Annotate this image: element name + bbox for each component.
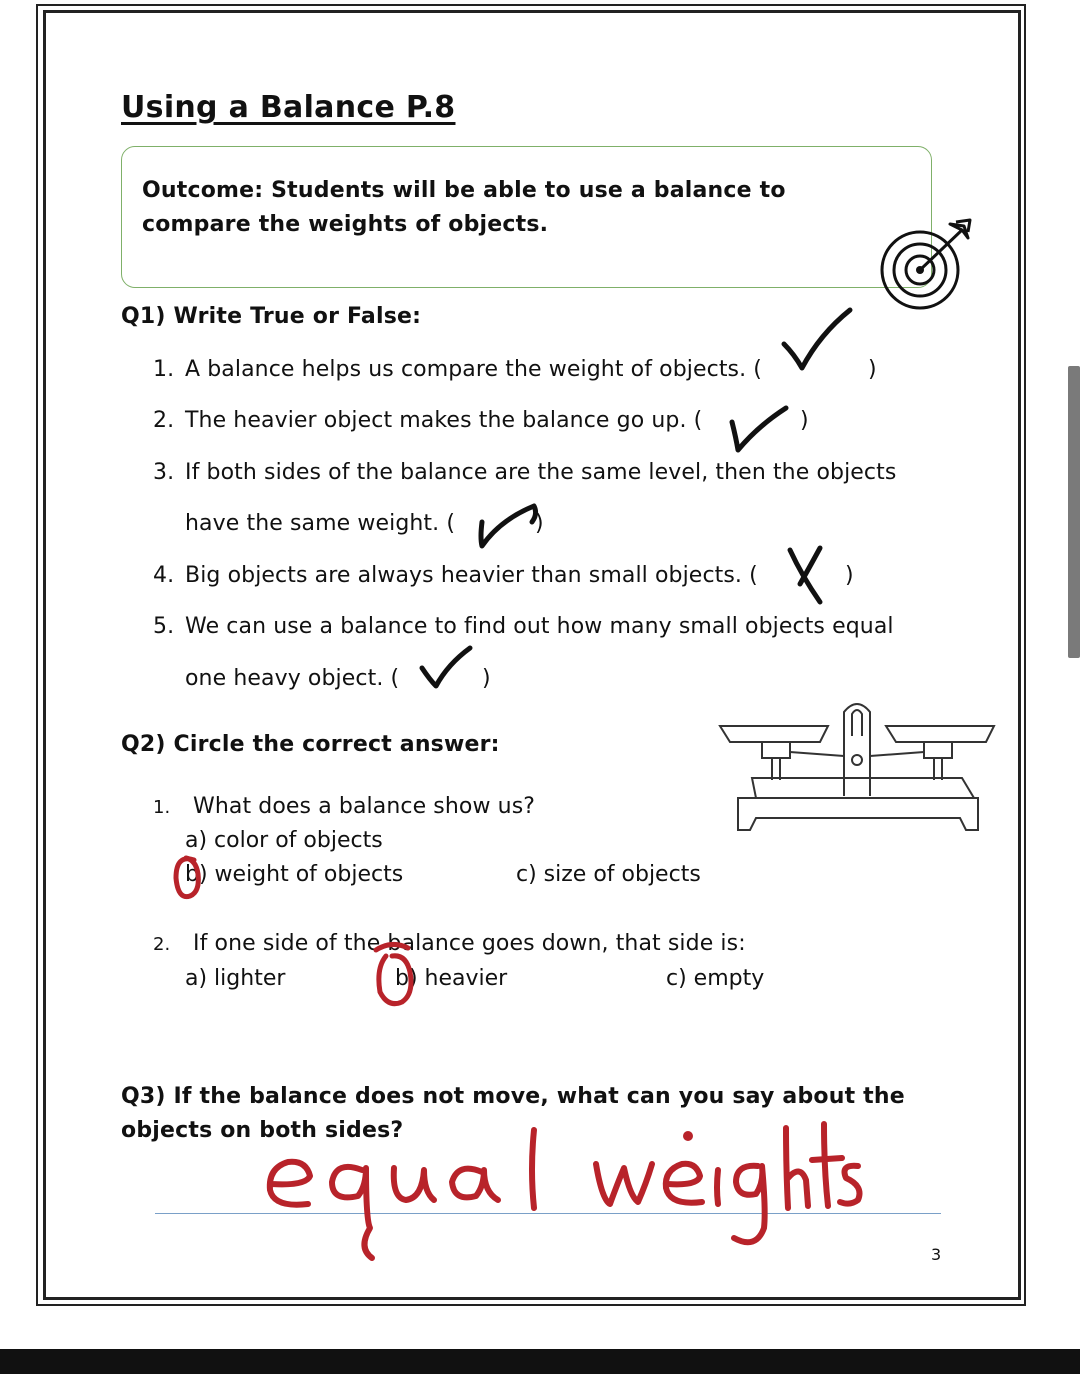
question-number: 1. [153,797,171,818]
q1-item-2-close: ) [800,408,809,433]
q2-question-2 [153,931,746,956]
question-text: If one side of the balance goes down, that side is: [193,931,746,956]
q1-item-4-close: ) [845,563,854,588]
q1-item-3-line2: have the same weight. ( [185,511,456,536]
q1-item-2 [153,408,702,433]
q1-item-5-close: ) [482,666,491,691]
checkmark-icon [474,500,544,550]
q1-item-5-line2: one heavy object. ( [185,666,400,691]
outcome-text: Outcome: Students will be able to use a balance to compare the weights of objects. [142,178,786,237]
option-a[interactable]: a) color of objects [185,828,383,853]
red-circle-mark [168,852,210,902]
q1-item-1 [153,357,762,382]
item-number: 5. [153,614,175,639]
target-icon [878,218,974,314]
item-number: 1. [153,357,175,382]
checkmark-icon [780,304,860,376]
q1-item-3-close: ) [535,511,544,536]
item-text: A balance helps us compare the weight of objects. ( [185,357,762,382]
checkmark-icon [418,644,474,692]
q1-item-4 [153,563,758,588]
item-number: 2. [153,408,175,433]
q2-heading: Q2) Circle the correct answer: [121,732,500,757]
page-number: 3 [931,1245,942,1264]
option-b[interactable]: b) weight of objects [185,862,404,887]
option-b[interactable]: b) heavier [395,966,508,991]
item-number: 4. [153,563,175,588]
item-text: Big objects are always heavier than small objects. ( [185,563,758,588]
checkmark-icon [728,404,794,456]
q1-item-3 [153,460,896,485]
question-number: 2. [153,934,171,955]
option-a[interactable]: a) lighter [185,966,286,991]
q1-heading: Q1) Write True or False: [121,304,422,329]
red-circle-mark [370,938,430,1010]
option-c[interactable]: c) empty [666,966,765,991]
worksheet-title: Using a Balance P.8 [121,90,456,125]
item-text: The heavier object makes the balance go up. ( [185,408,703,433]
bottom-bar [0,1349,1080,1374]
q2-question-1 [153,794,535,819]
item-number: 3. [153,460,175,485]
scrollbar-thumb[interactable] [1068,366,1080,658]
q1-item-5 [153,614,894,639]
option-c[interactable]: c) size of objects [516,862,701,887]
question-text: What does a balance show us? [193,794,536,819]
item-text: If both sides of the balance are the same level, then the objects [185,460,897,485]
q3-heading-line1: Q3) If the balance does not move, what can you say about the [121,1084,905,1109]
item-text: We can use a balance to find out how many small objects equal [185,614,894,639]
q1-item-1-close: ) [868,357,877,382]
handwritten-answer [258,1120,878,1270]
q3-heading-line2: objects on both sides? [121,1118,404,1143]
cross-mark-icon [786,544,828,606]
balance-scale-illustration [716,694,998,836]
